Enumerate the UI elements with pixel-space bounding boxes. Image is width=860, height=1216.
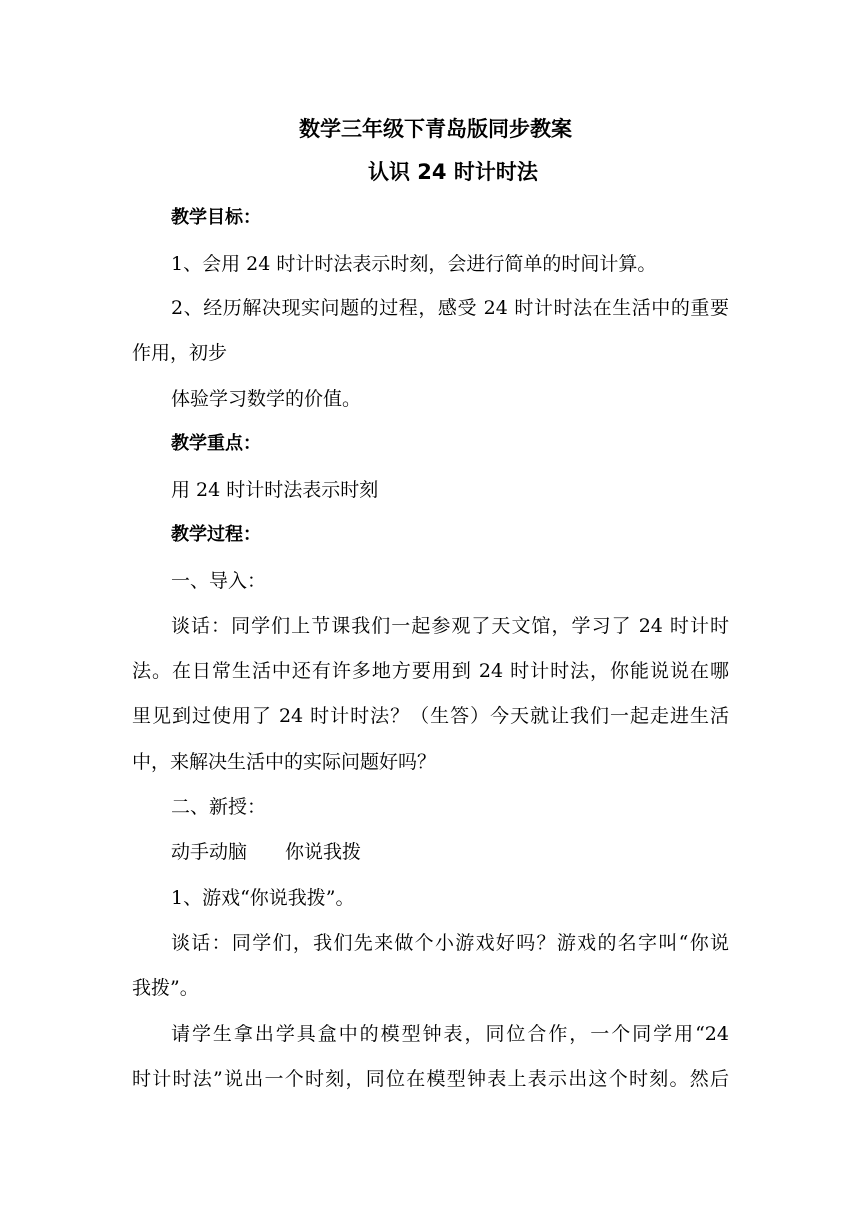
document-subtitle: 认识 24 时计时法: [368, 160, 538, 184]
game-title: 1、游戏“你说我拨”。: [171, 887, 355, 909]
goal-item-1: 1、会用 24 时计时法表示时刻，会进行简单的时间计算。: [171, 253, 657, 275]
section-heading-process: 教学过程：: [171, 524, 261, 545]
activity-label-hands-on: 动手动脑: [171, 841, 248, 863]
game-talk-line: 我拨”。: [132, 977, 199, 999]
goal-item-2-cont2: 体验学习数学的价值。: [171, 388, 362, 410]
goal-item-2: 2、经历解决现实问题的过程，感受 24 时计时法在生活中的重要: [171, 297, 729, 319]
game-description-line: 时计时法”说出一个时刻，同位在模型钟表上表示出这个时刻。然后: [132, 1068, 729, 1090]
document-title: 数学三年级下青岛版同步教案: [299, 117, 572, 141]
key-point-text: 用 24 时计时法表示时刻: [171, 479, 379, 501]
part-1-heading: 一、导入：: [171, 570, 267, 592]
intro-paragraph-line: 谈话：同学们上节课我们一起参观了天文馆，学习了 24 时计时: [171, 615, 729, 637]
activity-label-game: 你说我拨: [285, 841, 362, 863]
intro-paragraph-line: 法。在日常生活中还有许多地方要用到 24 时计时法，你能说说在哪: [132, 660, 729, 682]
section-heading-key-points: 教学重点：: [171, 433, 261, 454]
goal-item-2-cont: 作用，初步: [132, 342, 228, 364]
intro-paragraph-line: 中，来解决生活中的实际问题好吗？: [132, 751, 437, 773]
intro-paragraph-line: 里见到过使用了 24 时计时法？（生答）今天就让我们一起走进生活: [132, 705, 729, 727]
section-heading-goals: 教学目标：: [171, 207, 261, 228]
game-talk-line: 谈话：同学们，我们先来做个小游戏好吗？游戏的名字叫“你说: [171, 932, 729, 954]
game-description-line: 请学生拿出学具盒中的模型钟表，同位合作，一个同学用“24: [171, 1023, 729, 1045]
part-2-heading: 二、新授：: [171, 796, 267, 818]
